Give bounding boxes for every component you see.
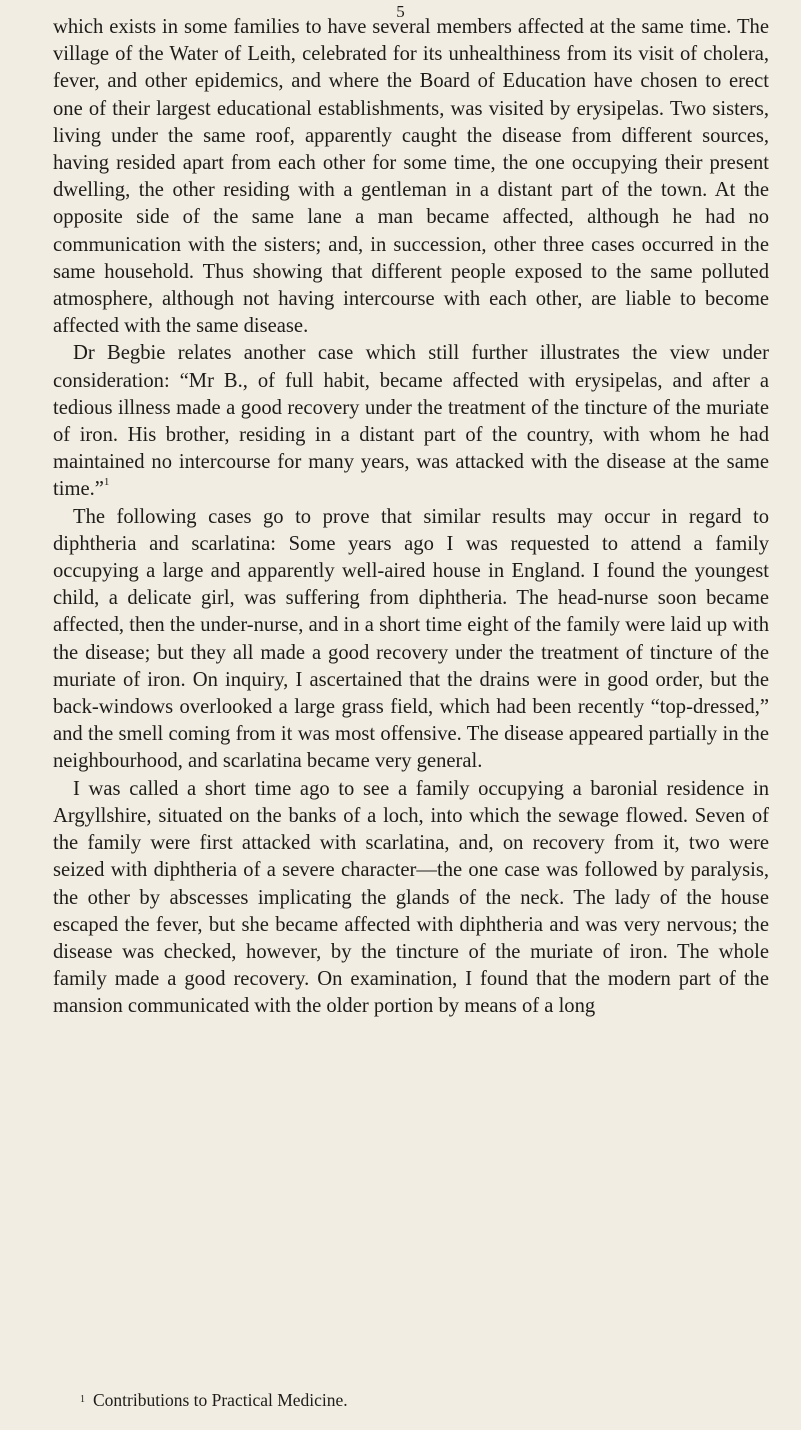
- footnote-reference: 1: [103, 476, 110, 489]
- paragraph-3: [53, 504, 769, 776]
- paragraph-1: [53, 14, 769, 340]
- page-number: 5: [396, 2, 405, 21]
- paragraph-2: [53, 340, 769, 503]
- paragraph-1-text: which exists in some families to have several members affected at the same time. The village of the Water of Leith, celebrated for its unhealthiness from its visit of cholera, fever, and other epidemics, and where the Board of Education have chosen to erect one of their largest educational establishments, was visited by erysipelas. Two sisters, living under the same roof, apparently caught the disease from different sources, having resided apart from each other for some time, the one occupying their present dwelling, the other residing with a gentleman in a distant part of the town. At the opposite side of the same lane a man became affected, although he had no communication with the sisters; and, in succession, other three cases occurred in the same household. Thus showing that different people exposed to the same polluted atmosphere, although not having intercourse with each other, are liable to become affected with the same disease.: [53, 16, 769, 338]
- paragraph-2-text: Dr Begbie relates another case which still further illustrates the view under consideration: “Mr B., of full habit, became affected with erysipelas, and after a tedious illness made a good recovery under the treatment of the tincture of the muriate of iron. His brother, residing in a distant part of the country, with whom he had maintained no intercourse for many years, was attacked with the disease at the same time.”: [53, 342, 769, 501]
- paragraph-4: [53, 776, 769, 1021]
- paragraph-3-text: The following cases go to prove that similar results may occur in regard to diphtheria and scarlatina: Some years ago I was requested to attend a family occupying a large and apparently well-aired house in England. I found the youngest child, a delicate girl, was suffering from diphtheria. The head-nurse soon became affected, then the under-nurse, and in a short time eight of the family were laid up with the disease; but they all made a good recovery under the treatment of tincture of the muriate of iron. On inquiry, I ascertained that the drains were in good order, but the back-windows overlooked a large grass field, which had been recently “top-dressed,” and the smell coming from it was most offensive. The disease appeared partially in the neighbourhood, and scarlatina became very general.: [53, 505, 769, 773]
- footnote-marker: 1: [80, 1394, 85, 1405]
- footnote-text: Contributions to Practical Medicine.: [93, 1390, 348, 1410]
- body-text: [53, 14, 769, 1021]
- footnote: [80, 1390, 760, 1410]
- paragraph-4-text: I was called a short time ago to see a family occupying a baronial residence in Argyllshire, situated on the banks of a loch, into which the sewage flowed. Seven of the family were first attacked with scarlatina, and, on recovery from it, two were seized with diphtheria of a severe character—the one case was followed by paralysis, the other by abscesses implicating the glands of the neck. The lady of the house escaped the fever, but she became affected with diphtheria and was very nervous; the disease was checked, however, by the tincture of the muriate of iron. The whole family made a good recovery. On examination, I found that the modern part of the mansion communicated with the older portion by means of a long: [53, 777, 769, 1018]
